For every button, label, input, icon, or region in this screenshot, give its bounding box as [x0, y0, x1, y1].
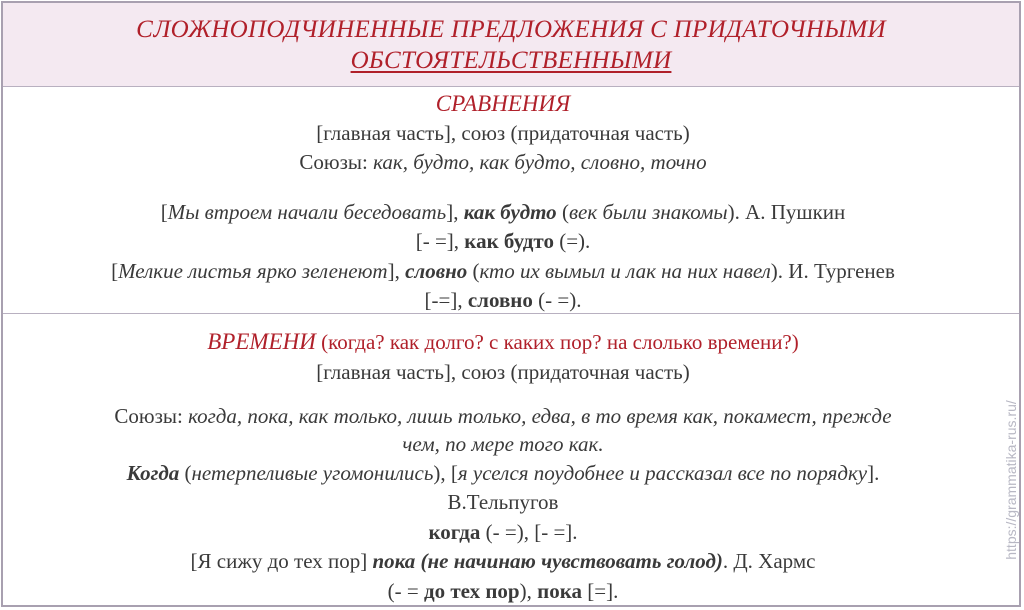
comparison-example-2: [Мелкие листья ярко зеленеют], словно (кто их вымыл и лак на них навел). И. Тургенев	[111, 259, 895, 283]
comparison-example-1: [Мы втроем начали беседовать], как будто (век были знакомы). А. Пушкин	[160, 200, 846, 224]
time-conjunctions-1: Союзы: когда, пока, как только, лишь только, едва, в то время как, покамест, прежде	[114, 404, 892, 428]
comparison-scheme: [главная часть], союз (придаточная часть)	[316, 121, 690, 145]
watermark	[1001, 360, 1021, 600]
time-author-1: В.Тельпугов	[447, 490, 559, 514]
time-example-2: [Я сижу до тех пор] пока (не начинаю чувствовать голод). Д. Хармс	[190, 549, 816, 573]
comparison-scheme-2: [-=], словно (- =).	[424, 288, 582, 312]
header	[3, 3, 1019, 87]
section-divider	[3, 313, 1019, 314]
time-title: ВРЕМЕНИ (когда? как долго? с каких пор? на слолько времени?)	[207, 329, 799, 354]
time-scheme-2: (- = до тех пор), пока [=].	[387, 579, 619, 603]
header-title-line2: ОБСТОЯТЕЛЬСТВЕННЫМИ	[350, 47, 672, 74]
watermark-text: https://grammatika-rus.ru/	[1003, 400, 1019, 560]
time-scheme: [главная часть], союз (придаточная часть)	[316, 360, 690, 384]
comparison-title: СРАВНЕНИЯ	[435, 91, 571, 116]
time-scheme-1: когда (- =), [- =].	[428, 520, 578, 544]
header-title-line1: СЛОЖНОПОДЧИНЕННЫЕ ПРЕДЛОЖЕНИЯ С ПРИДАТОЧНЫМИ	[136, 16, 886, 43]
comparison-scheme-1: [- =], как будто (=).	[415, 229, 591, 253]
time-conjunctions-2: чем, по мере того как.	[402, 432, 604, 456]
comparison-conjunctions: Союзы: как, будто, как будто, словно, точно	[299, 150, 707, 174]
time-example-1: Когда (нетерпеливые угомонились), [я уселся поудобнее и рассказал все по порядку].	[126, 461, 880, 485]
